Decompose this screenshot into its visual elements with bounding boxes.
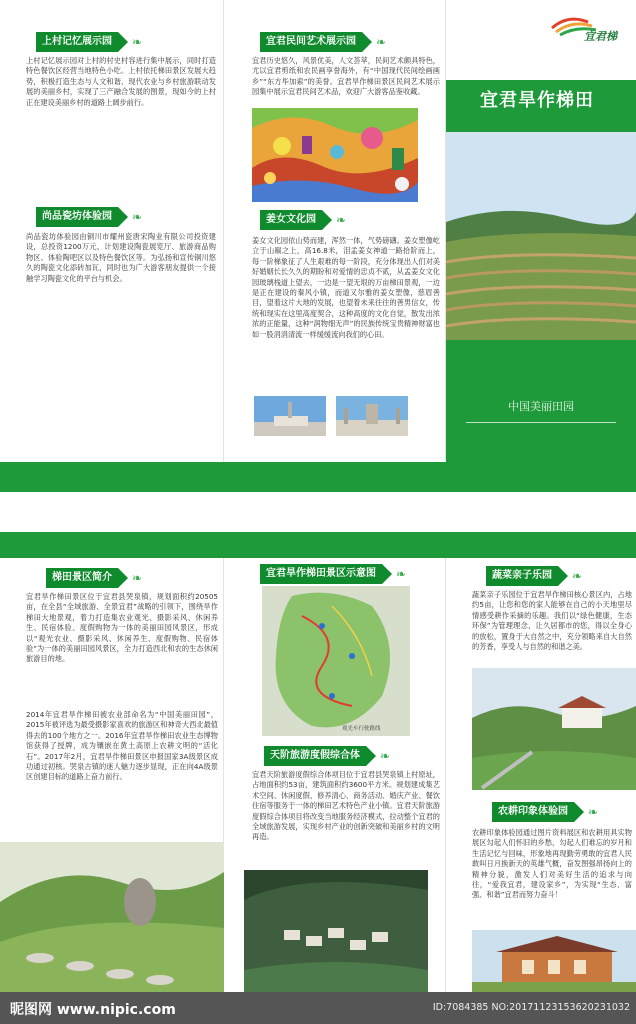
ribbon-porcelain <box>36 207 142 227</box>
panel-cover <box>446 0 636 492</box>
ribbon-tianjie <box>264 746 390 766</box>
farming-house-photo <box>472 930 636 992</box>
top-green-band <box>0 532 636 558</box>
intro-text-2: 2014年宜君旱作梯田被农业部命名为“中国美丽田园”，2015年被评选为最受摄影家喜欢的旅游区和神奇大西北最值得去的100个地方之一。2016年宜君旱作梯田农业生态博物馆获得了授牌，成为镶嵌在黄土高原上农耕文明的“活化石”。2017年2月，宜君旱作梯田景区申报国家3A级景区成功通过初核。哭泉古镇的迷人魅力逐步显现，正在向4A级景区创建目标的道路上奋力前行。 <box>26 710 218 782</box>
village-memory-title: 上村记忆展示园 <box>36 32 118 52</box>
leaf-curl-icon: ❧ <box>396 567 407 581</box>
porcelain-title: 尚品瓷坊体验园 <box>36 207 118 227</box>
ribbon-farming <box>492 802 598 822</box>
ribbon-village-memory <box>36 32 142 52</box>
tianjie-text: 宜君天阶旅游度假综合体项目位于宜君县哭泉镇上村原址，占地面积约53亩，建筑面积约3600平方米。规划建成集艺术空间、休闲度假、修养清心、商务活动、婚庆产业、餐饮住宿等服务于一体的梯田艺术特色产业小镇。宜君天阶旅游度假综合体项目将改变当地服务经济模式，拉动整个宜君的全域旅游发展，实现乡村产业的创新突破和美丽乡村的文明再造。 <box>252 770 440 842</box>
folk-painting-image <box>252 108 418 202</box>
farming-title: 农耕印象体验园 <box>492 802 574 822</box>
panel-village-porcelain <box>0 0 224 492</box>
tianjie-title: 天阶旅游度假综合体 <box>264 746 366 766</box>
leaf-curl-icon: ❧ <box>132 210 143 224</box>
cover-title: 宜君旱作梯田 <box>480 90 594 111</box>
map-title: 宜君旱作梯田景区示意图 <box>260 564 382 584</box>
farming-text: 农耕印象体验园通过图片资料展区和农耕用具实物展区勾起人们怀旧的乡愁，勾起人们难忘的岁月和生活记忆与回味，形象地再现勤劳勇敢的宜君人民敢叫日月换新天的英雄气概，奋发图强昂扬向上的精神分貌，激发人们对美好生活的追求与向往，“爱我宜君，建设家乡”，为实现“生态、富强、和谐”宜君而努力奋斗！ <box>472 828 632 900</box>
intro-text-1: 宜君旱作梯田景区位于宜君县哭泉镇，规划面积约20505亩，在全县“全域旅游、全景宜君”战略的引领下，围绕旱作梯田大地景观，着力打造集农业观光、摄影采风、休闲养生、民宿体验、度假购物为一体的美丽田园风景区，形成以“观光农业、摄影采风、休闲养生、度假购物、民宿体验”为一体的美丽田园风景区，全力打造西北和农的生态休闲旅游目的地。 <box>26 592 218 664</box>
porcelain-text: 尚品瓷坊体验园由铜川市耀州瓷唐宋陶业有限公司投资建设，总投资1200万元，计划建设陶瓷展览厅、旅游商品购物区、体验陶吧区以及特色餐饮区等。为弘扬和宣传铜川悠久的陶瓷文化添砖加瓦，同时也为广大游客朋友提供一个接触学习陶瓷文化的平台与机会。 <box>26 232 216 283</box>
vegetable-garden-photo <box>472 668 636 790</box>
vegetable-title: 蔬菜亲子乐园 <box>486 566 558 586</box>
leaf-curl-icon: ❧ <box>376 35 387 49</box>
leaf-curl-icon: ❧ <box>132 571 143 585</box>
brochure-inside <box>0 532 636 992</box>
vegetable-text: 蔬菜亲子乐园位于宜君旱作梯田核心景区内，占地约5亩，让您和您的家人能够在自己的小天地里尽情感受耕作采摘的乐趣。我们以“绿色健康，生态环保”为管理理念，让久居都市的您，得以全身心的放松，置身于大自然之中，充分领略来自大自然的芳香，享受人与自然的和谐之美。 <box>472 590 632 652</box>
ribbon-folk-art <box>260 32 386 52</box>
jiangnv-text: 姜女文化园依山势而建，浑然一体，气势磅礴。姜女塑像屹立于山巅之上，高16.8米，泪孟姜女神道一路拾阶而上，每一阶梯象征了人生艰难的每一阶段，充分体现出人们对美好婚姻长长久久的期盼和对爱情的忠贞不贰，从孟姜女文化园玻璃栈道上望去，一边是一望无垠的万亩梯田景观，一边是正在建设的秦风小镇，而道又尔雅的姜女塑像，慈眉善目，望着这片大地的发展，也望着未来往往的善男信女，传统和现实在这里高度契合，这种高度的文化自觉，散发出浓浓的正能量，这种“润物细无声”的民族传统宝贵精神财富也如一股涓涓清流一样缓缓流向我们的心田。 <box>252 236 440 339</box>
leaf-curl-icon: ❧ <box>336 213 347 227</box>
leaf-curl-icon: ❧ <box>132 35 143 49</box>
jiangnv-title: 姜女文化园 <box>260 210 322 230</box>
panel-intro <box>0 558 224 992</box>
statue-photo-2 <box>336 396 408 436</box>
terraced-fields-photo <box>446 132 636 340</box>
nipic-watermark: 昵图网 www.nipic.com <box>10 1002 176 1018</box>
ribbon-map <box>260 564 406 584</box>
watermark-footer <box>0 992 636 1024</box>
leaf-curl-icon: ❧ <box>380 749 391 763</box>
map-legend: 观光车行驶路线 <box>342 726 381 732</box>
ribbon-intro <box>46 568 142 588</box>
folk-art-text: 宜君历史悠久，风景优美，人文荟萃，民间艺术颇具特色，尤以宜君剪纸和农民画享誉海外，有“中国现代民间绘画画乡”“东方毕加索”的美誉。宜君旱作梯田景区民间艺术展示园集中展示宜君民间艺术品，欢迎广大游客品鉴收藏。 <box>252 56 440 97</box>
leaf-curl-icon: ❧ <box>588 805 599 819</box>
leaf-curl-icon: ❧ <box>572 569 583 583</box>
image-id-text: ID:7084385 NO:20171123153620231032 <box>432 1002 630 1013</box>
ribbon-jiangnv <box>260 210 346 230</box>
cover-subtitle: 中国美丽田园 <box>508 400 574 413</box>
statue-photo-1 <box>254 396 326 436</box>
panel-map-tianjie <box>224 558 446 992</box>
bottom-green-band <box>0 462 636 492</box>
folk-art-title: 宜君民间艺术展示园 <box>260 32 362 52</box>
panel-vegetable-farming <box>446 558 636 992</box>
ribbon-vegetable <box>486 566 582 586</box>
intro-title: 梯田景区简介 <box>46 568 118 588</box>
stone-path-photo <box>0 842 224 992</box>
village-memory-text: 上村记忆展示园对上村的村史村容进行集中展示，同时打造特色餐饮区经营当地特色小吃。上村依托梯田景区发展大趋势，积极打造生态与人文和谐、现代农业与乡村旅游联动发展的美丽乡村，实现了三产融合发展的图景，现如今的上村正在建设美丽乡村的道路上阔步前行。 <box>26 56 216 107</box>
scenic-area-map <box>262 586 410 736</box>
brand-logo-text: 宜君梯 <box>584 30 617 43</box>
panel-folk-art-jiangnv <box>224 0 446 492</box>
brochure-outside <box>0 0 636 492</box>
village-aerial-photo <box>244 870 428 992</box>
